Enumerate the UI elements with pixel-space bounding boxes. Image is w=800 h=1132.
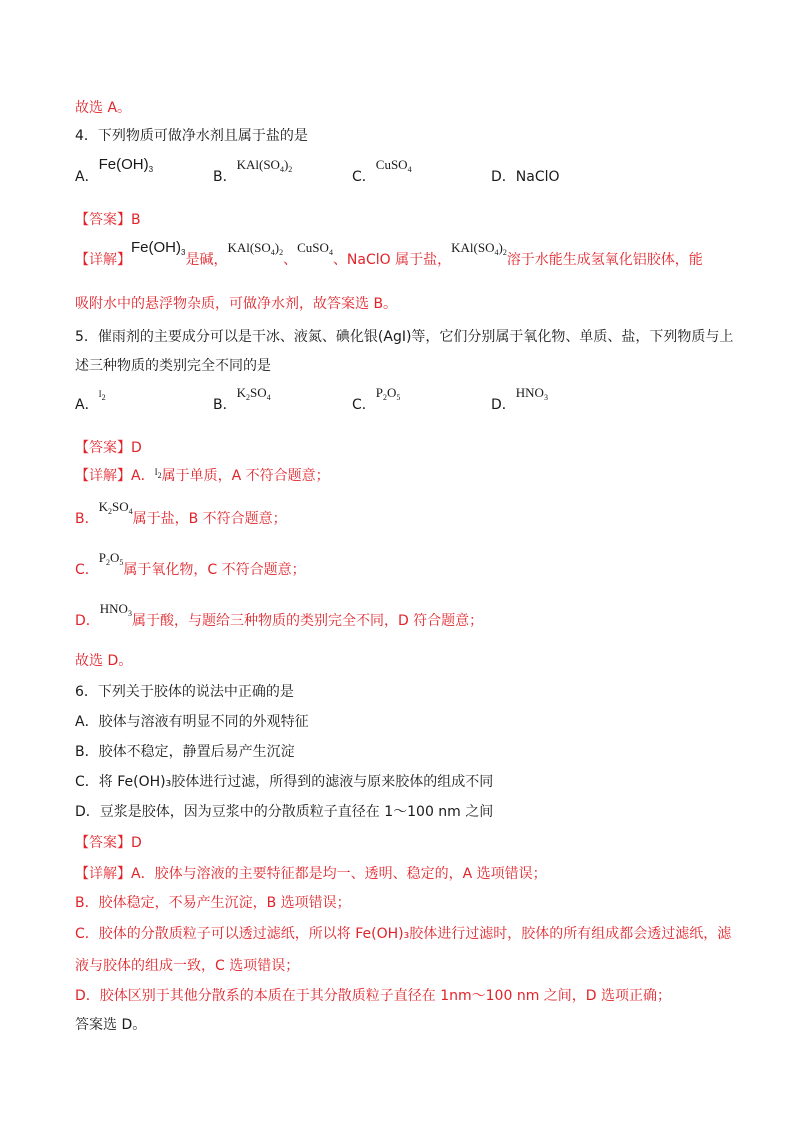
q4-detail-line2: 吸附水中的悬浮物杂质，可做净水剂，故答案选 B。 xyxy=(75,296,398,312)
option-letter: B． xyxy=(213,397,237,413)
formula: CuSO$_4$ xyxy=(297,240,333,257)
q5-detail-c: C．$P_2O_5$属于氧化物，C 不符合题意； xyxy=(75,550,306,578)
q4-answer: 【答案】B xyxy=(75,212,141,228)
q5-option-d[interactable] xyxy=(491,385,548,420)
q5-option-c[interactable] xyxy=(352,385,401,420)
option-letter: A． xyxy=(75,397,99,413)
q4-option-c[interactable] xyxy=(352,157,412,192)
q6-option-d[interactable]: D．豆浆是胶体，因为豆浆中的分散质粒子直径在 1～100 nm 之间 xyxy=(75,804,494,820)
q4-option-a[interactable] xyxy=(75,156,154,192)
option-letter: C． xyxy=(352,169,376,185)
q6-stem: 6．下列关于胶体的说法中正确的是 xyxy=(75,684,294,700)
option-letter: A． xyxy=(75,169,99,185)
q4-stem: 4．下列物质可做净水剂且属于盐的是 xyxy=(75,128,308,144)
option-letter: D． xyxy=(491,397,516,413)
q6-option-a[interactable]: A．胶体与溶液有明显不同的外观特征 xyxy=(75,714,309,730)
formula: $KAl(SO_4)_2$ xyxy=(236,157,293,174)
q4-option-d[interactable] xyxy=(491,167,560,187)
formula: I2 xyxy=(154,467,162,480)
q5-stem-line2: 述三种物质的类别完全不同的是 xyxy=(75,358,271,374)
option-letter: D． xyxy=(491,169,516,185)
q5-answer: 【答案】D xyxy=(75,440,142,456)
q5-detail-a: 【详解】A．$^{I_2}$属于单质，A 不符合题意； xyxy=(75,467,330,484)
q3-conclusion: 故选 A。 xyxy=(75,100,132,116)
q5-stem-line1: 5．催雨剂的主要成分可以是干冰、液氮、碘化银(AgI)等，它们分别属于氧化物、单质、盐，下列物质与上 xyxy=(75,329,734,345)
q6-option-b[interactable]: B．胶体不稳定，静置后易产生沉淀 xyxy=(75,744,295,760)
q6-conclusion: 答案选 D。 xyxy=(75,1017,147,1033)
option-text: NaClO xyxy=(515,169,560,185)
formula: $K_2SO_4$ xyxy=(236,385,271,402)
q6-detail-d: D．胶体区别于其他分散系的本质在于其分散质粒子直径在 1nm～100 nm 之间，D 选项正确； xyxy=(75,988,672,1004)
formula: CuSO$_4$ xyxy=(375,157,412,174)
formula: $P_2O_5$ xyxy=(375,385,401,402)
q4-option-b[interactable] xyxy=(213,157,293,192)
q5-option-b[interactable] xyxy=(213,385,271,420)
q5-conclusion: 故选 D。 xyxy=(75,653,133,669)
q5-option-a[interactable] xyxy=(75,389,106,420)
option-letter: B． xyxy=(213,169,237,185)
option-letter: C． xyxy=(352,397,376,413)
formula: $KAl(SO_4)_2$ xyxy=(451,240,507,257)
formula: $Fe(OH)_3$ xyxy=(98,156,154,174)
q5-detail-d: D．$HNO_3$属于酸，与题给三种物质的类别完全不同，D 符合题意； xyxy=(75,601,484,629)
q6-detail-c-line1: C．胶体的分散质粒子可以透过滤纸，所以将 Fe(OH)₃胶体进行过滤时，胶体的所有组成都会透过滤纸，滤 xyxy=(75,926,732,942)
q6-answer: 【答案】D xyxy=(75,835,142,851)
formula: I2 xyxy=(98,389,106,402)
formula: $Fe(OH)_3$ xyxy=(131,239,186,257)
q4-detail-line1: 【详解】$Fe(OH)_3$是碱，$KAl(SO_4)_2$、CuSO$_4$、NaClO 属于盐，$KAl(SO_4)_2$溶于水能生成氢氧化铝胶体，能 xyxy=(75,239,703,268)
formula: $KAl(SO_4)_2$ xyxy=(227,240,284,257)
q5-detail-b: B．$K_2SO_4$属于盐，B 不符合题意； xyxy=(75,499,287,527)
formula: $K_2SO_4$ xyxy=(98,499,133,516)
formula: $P_2O_5$ xyxy=(98,550,124,567)
formula: $HNO_3$ xyxy=(515,385,548,402)
q6-option-c[interactable]: C．将 Fe(OH)₃胶体进行过滤，所得到的滤液与原来胶体的组成不同 xyxy=(75,774,494,790)
q6-detail-c-line2: 液与胶体的组成一致，C 选项错误； xyxy=(75,958,300,974)
q6-detail-a: 【详解】A．胶体与溶液的主要特征都是均一、透明、稳定的，A 选项错误； xyxy=(75,866,547,882)
q6-detail-b: B．胶体稳定，不易产生沉淀，B 选项错误； xyxy=(75,895,351,911)
formula: $HNO_3$ xyxy=(99,601,132,618)
